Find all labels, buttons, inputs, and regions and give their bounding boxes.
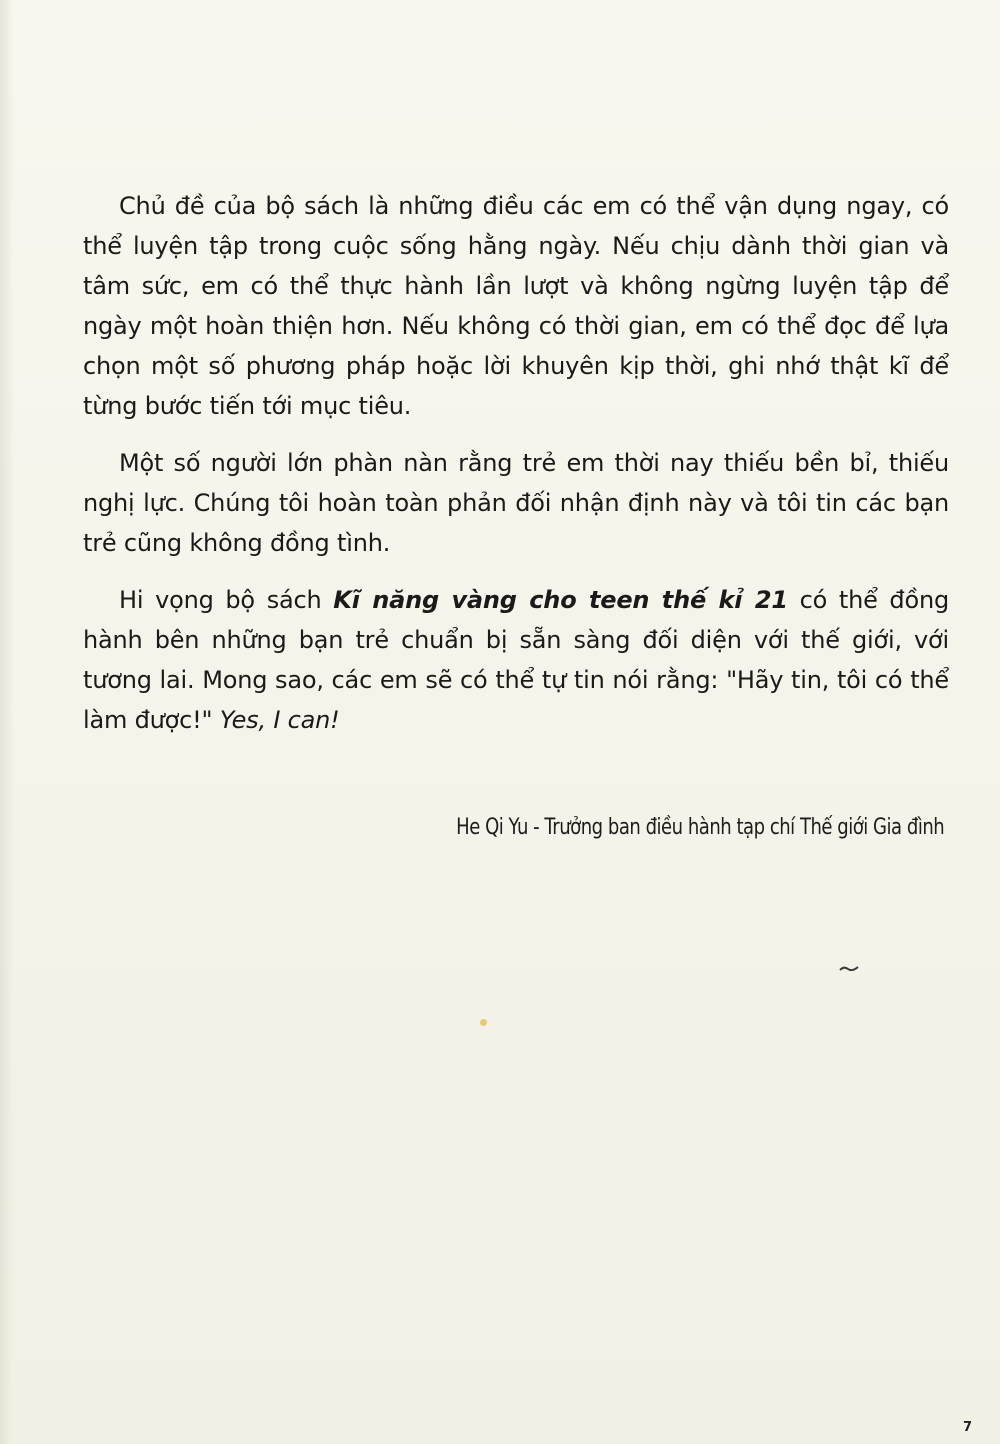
paragraph-2: Một số người lớn phàn nàn rằng trẻ em thời nay thiếu bền bỉ, thiếu nghị lực. Chúng tôi hoàn toàn phản đối nhận định này và tôi tin các bạn trẻ cũng không đồng tình. — [83, 449, 949, 557]
paragraph-3-middle: có thể đồng hành bên những bạn trẻ chuẩn bị sẵn sàng đối diện với thế giới, với tương lai. Mong sao, các em sẽ có thể tự tin nói rằng: "Hãy tin, tôi có thể làm được!" — [83, 586, 949, 734]
paragraph-3 — [83, 580, 949, 740]
author-signature: He Qi Yu - Trưởng ban điều hành tạp chí Thế giới Gia đình — [455, 815, 944, 840]
spine-shadow — [0, 0, 14, 1444]
english-phrase: Yes, I can! — [219, 706, 340, 734]
paragraph-1: Chủ đề của bộ sách là những điều các em có thể vận dụng ngay, có thể luyện tập trong cuộc sống hằng ngày. Nếu chịu dành thời gian và tâm sức, em có thể thực hành lần lượt và không ngừng luyện tập để ngày một hoàn thiện hơn. Nếu không có thời gian, em có thể đọc để lựa chọn một số phương pháp hoặc lời khuyên kịp thời, ghi nhớ thật kĩ để từng bước tiến tới mục tiêu. — [83, 192, 949, 420]
ornament-icon — [838, 964, 860, 974]
body-text — [83, 186, 949, 740]
decorative-dot — [480, 1019, 487, 1026]
paragraph-3-start: Hi vọng bộ sách — [119, 586, 334, 614]
page-number: 7 — [962, 1420, 972, 1435]
book-series-title: Kĩ năng vàng cho teen thế kỉ 21 — [333, 586, 788, 614]
